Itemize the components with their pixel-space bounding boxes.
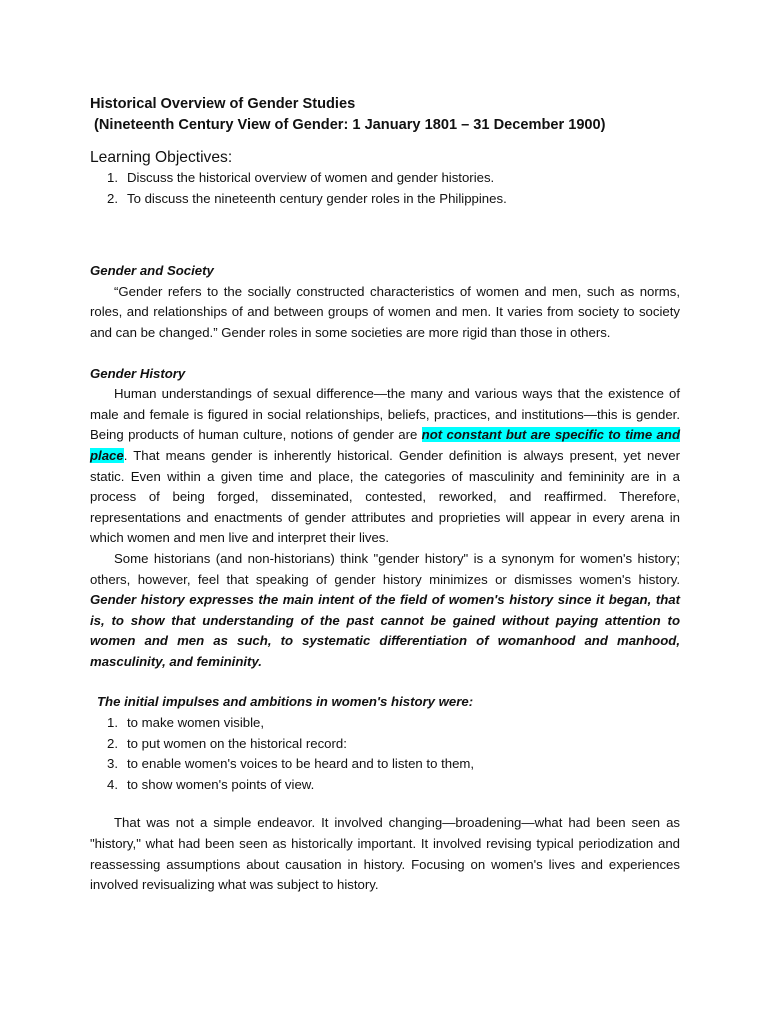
list-item [90,775,680,796]
list-item-text: to put women on the historical record: [127,735,347,751]
paragraph-text: . That means gender is inherently historical. Gender definition is always present, yet never static. Even within a given time and place, the categories of masculinity and femininity are in a process of being forged, disseminated, contested, reworked, and reaffirmed. Therefore, representations and enactments of gender attributes and proprieties will appear in every arena in which women and men live and interpret their lives. [90,447,680,546]
title-line-2: (Nineteenth Century View of Gender: 1 January 1801 – 31 December 1900) [94,117,606,133]
list-number: 2. [107,735,118,751]
impulses-heading: The initial impulses and ambitions in women's history were: [97,694,474,710]
list-number: 1. [107,170,118,185]
list-item [90,168,680,189]
learning-objectives-heading: Learning Objectives: [90,149,233,166]
gender-society-paragraph: “Gender refers to the socially constructed characteristics of women and men, such as norms, roles, and relationships of and between groups of women and men. It varies from society to society and can be changed.” Gender roles in some societies are more rigid than those in others. [90,283,680,340]
list-item [90,734,680,755]
list-item [90,713,680,734]
list-item-text: to make women visible, [127,715,265,731]
list-number: 2. [107,190,118,206]
list-item-text: To discuss the nineteenth century gender roles in the Philippines. [127,190,507,206]
gender-history-heading: Gender History [90,365,186,381]
gender-history-paragraph-1 [90,384,680,549]
list-item-text: to show women's points of view. [127,776,315,792]
impulses-list [90,713,680,795]
list-item [90,754,680,775]
list-number: 3. [107,756,118,772]
list-number: 4. [107,776,118,792]
list-item-text: Discuss the historical overview of women and gender histories. [127,170,495,185]
highlighted-phrase: not constant but are specific to time and place [90,427,680,463]
gender-history-paragraph-2 [90,549,680,673]
document-title [90,94,680,136]
closing-paragraph: That was not a simple endeavor. It involved changing—broadening—what had been seen as "history," what had been seen as historically important. It involved revising typical periodization and reassessing assumptions about causation in history. Focusing on women's lives and experiences involved revisualizing what was subject to history. [90,815,680,893]
emphasized-text: Gender history expresses the main intent of the field of women's history since it began, that is, to show that understanding of the past cannot be gained without paying attention to women and men as such, to systematic differentiation of womanhood and manhood, masculinity, and femininity. [90,592,680,669]
list-number: 1. [107,715,118,731]
document-body [90,94,680,896]
objectives-list [90,168,680,209]
list-item [90,189,680,210]
gender-society-heading: Gender and Society [90,263,214,279]
paragraph-text: Some historians (and non-historians) think "gender history" is a synonym for women's history; others, however, feel that speaking of gender history minimizes or dismisses women's history. [90,550,680,587]
title-line-1: Historical Overview of Gender Studies [90,96,356,112]
paragraph-text: Human understandings of sexual difference—the many and various ways that the existence of male and female is figured in social relationships, beliefs, practices, and institutions—this is gender. Being products of human culture, notions of gender are [90,386,680,443]
list-item-text: to enable women's voices to be heard and to listen to them, [127,756,475,772]
